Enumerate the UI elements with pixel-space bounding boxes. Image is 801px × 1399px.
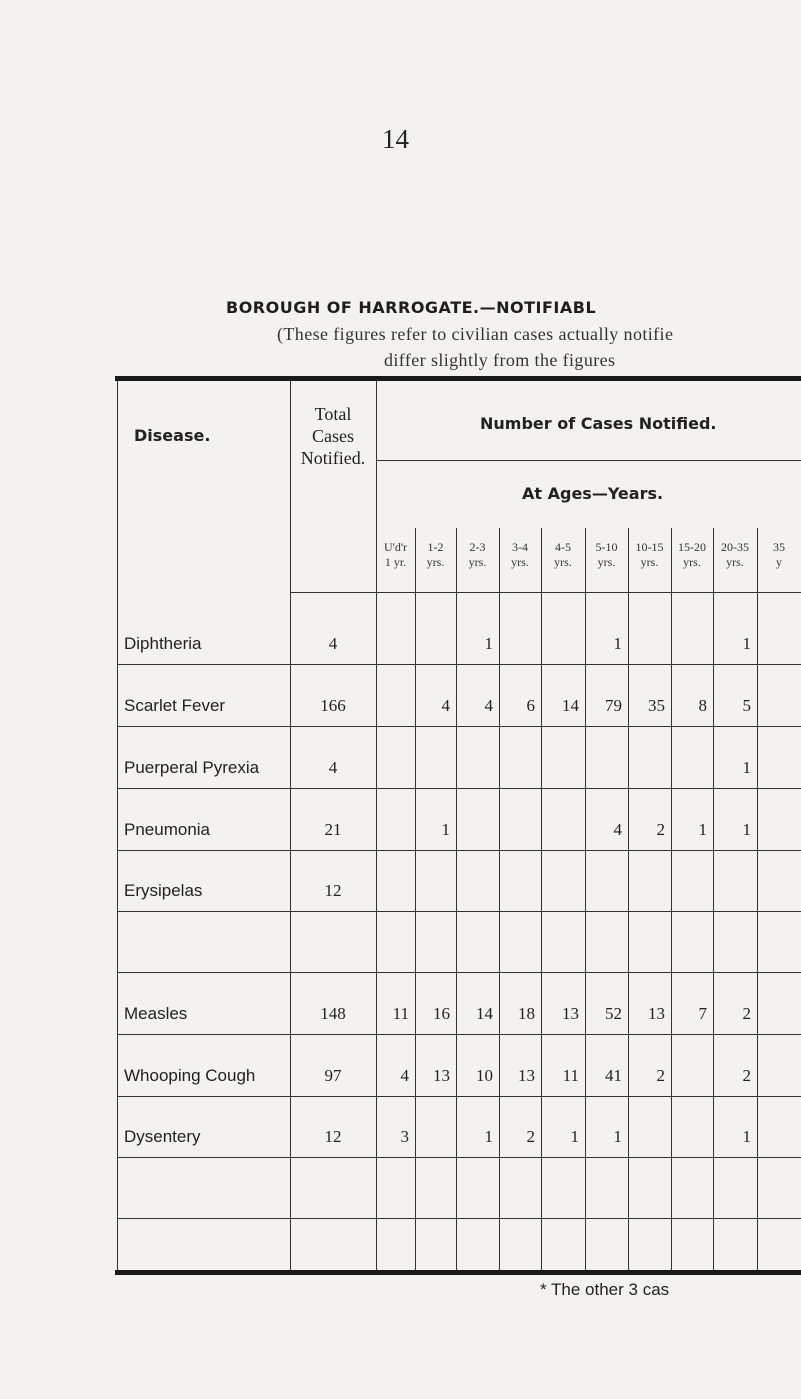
- row-divider: [117, 1034, 801, 1035]
- page-number: 14: [382, 124, 409, 154]
- age-cell: 11: [562, 1066, 579, 1085]
- age-group-header: 4-5: [555, 540, 571, 554]
- footnote: * The other 3 cas: [540, 1280, 670, 1299]
- age-cell: 4: [400, 1066, 409, 1085]
- disease-label: Scarlet Fever: [124, 696, 226, 715]
- row-divider: [117, 1157, 801, 1158]
- age-group-header: yrs.: [597, 555, 616, 569]
- age-group-header: 20-35: [721, 540, 749, 554]
- table-left-border: [117, 381, 118, 1270]
- ages-header: At Ages—Years.: [522, 484, 664, 503]
- age-cell: 1: [441, 820, 450, 839]
- age-cell: 1: [484, 1127, 493, 1146]
- age-group-header: y: [776, 555, 782, 569]
- row-divider: [117, 850, 801, 851]
- age-cell: 18: [518, 1004, 535, 1023]
- age-group-header: 1 yr.: [384, 555, 407, 569]
- age-column-divider: [628, 528, 629, 1270]
- disease-label: Dysentery: [124, 1127, 201, 1146]
- age-column-divider: [415, 528, 416, 1270]
- row-divider: [117, 1218, 801, 1219]
- age-group-header: 1-2: [427, 540, 444, 554]
- disease-label: Erysipelas: [124, 881, 203, 900]
- age-cell: 10: [476, 1066, 493, 1085]
- group-header: Number of Cases Notified.: [480, 414, 717, 433]
- disease-label: Measles: [124, 1004, 188, 1023]
- total-column-header-line-2: Cases: [312, 426, 354, 446]
- age-cell: 1: [742, 820, 751, 839]
- row-divider: [117, 972, 801, 973]
- age-group-header: 35: [773, 540, 785, 554]
- age-cell: 13: [648, 1004, 665, 1023]
- total-cell: 148: [320, 1004, 346, 1023]
- subtitle-line-1: (These figures refer to civilian cases actually notifie: [277, 324, 674, 344]
- age-cell: 13: [562, 1004, 579, 1023]
- age-cell: 1: [613, 1127, 622, 1146]
- age-cell: 14: [476, 1004, 493, 1023]
- age-cell: 1: [613, 634, 622, 653]
- subtitle-line-2: differ slightly from the figures: [384, 350, 616, 370]
- age-group-header: yrs.: [683, 555, 701, 569]
- age-group-header: 15-20: [678, 540, 706, 554]
- age-cell: 2: [742, 1004, 751, 1023]
- age-cell: 1: [742, 1127, 751, 1146]
- table-top-rule: [115, 376, 801, 381]
- age-cell: 1: [570, 1127, 579, 1146]
- row-divider: [117, 1096, 801, 1097]
- age-column-divider: [541, 528, 542, 1270]
- age-group-header: 5-10: [595, 540, 618, 554]
- age-cell: 2: [656, 1066, 665, 1085]
- age-cell: 4: [484, 696, 493, 715]
- age-cell: 1: [698, 820, 707, 839]
- age-cell: 52: [605, 1004, 622, 1023]
- age-group-header: yrs.: [426, 555, 445, 569]
- disease-label: Whooping Cough: [124, 1066, 256, 1085]
- age-group-header: U'd'r: [384, 540, 407, 554]
- page-title: BOROUGH OF HARROGATE.—NOTIFIABL: [226, 298, 597, 317]
- total-column-header-line-1: Total: [314, 404, 352, 424]
- age-cell: 2: [526, 1127, 535, 1146]
- age-cell: 35: [648, 696, 665, 715]
- total-cell: 21: [324, 820, 342, 839]
- age-cell: 1: [742, 758, 751, 777]
- age-column-divider: [671, 528, 672, 1270]
- age-cell: 13: [433, 1066, 450, 1085]
- age-group-header: 2-3: [469, 540, 486, 554]
- age-group-header: yrs.: [554, 555, 572, 569]
- age-group-header: 10-15: [635, 540, 664, 554]
- age-cell: 11: [392, 1004, 409, 1023]
- total-cell: 4: [328, 758, 338, 777]
- age-column-divider: [757, 528, 758, 1270]
- row-divider: [117, 726, 801, 727]
- age-cell: 2: [656, 820, 665, 839]
- disease-label: Pneumonia: [124, 820, 211, 839]
- total-cell: 97: [324, 1066, 342, 1085]
- total-cell: 166: [320, 696, 346, 715]
- row-divider: [117, 664, 801, 665]
- age-cell: 5: [742, 696, 751, 715]
- age-cell: 1: [742, 634, 751, 653]
- table-bottom-rule: [115, 1270, 801, 1275]
- age-group-header: yrs.: [640, 555, 659, 569]
- age-cell: 4: [613, 820, 622, 839]
- age-cell: 13: [518, 1066, 535, 1085]
- disease-column-header: Disease.: [134, 426, 211, 445]
- disease-label: Puerperal Pyrexia: [124, 758, 260, 777]
- age-cell: 2: [742, 1066, 751, 1085]
- age-group-header: yrs.: [726, 555, 744, 569]
- age-cell: 4: [441, 696, 450, 715]
- total-cell: 12: [324, 1127, 342, 1146]
- total-column-header-line-3: Notified.: [300, 448, 366, 468]
- row-divider: [117, 788, 801, 789]
- age-cell: 41: [605, 1066, 622, 1085]
- age-cell: 79: [605, 696, 622, 715]
- age-cell: 6: [526, 696, 535, 715]
- total-cell: 12: [324, 881, 342, 900]
- age-group-header: yrs.: [468, 555, 487, 569]
- group-header-rule: [376, 460, 801, 461]
- age-group-header: yrs.: [511, 555, 529, 569]
- age-cell: 3: [400, 1127, 409, 1146]
- age-group-header: 3-4: [512, 540, 528, 554]
- age-cell: 1: [484, 634, 493, 653]
- age-column-divider: [499, 528, 500, 1270]
- row-divider: [117, 911, 801, 912]
- total-cell: 4: [328, 634, 338, 653]
- header-bottom-rule: [290, 592, 801, 593]
- age-cell: 14: [562, 696, 579, 715]
- age-cell: 16: [433, 1004, 450, 1023]
- age-cell: 7: [698, 1004, 707, 1023]
- disease-label: Diphtheria: [124, 634, 202, 653]
- age-cell: 8: [698, 696, 707, 715]
